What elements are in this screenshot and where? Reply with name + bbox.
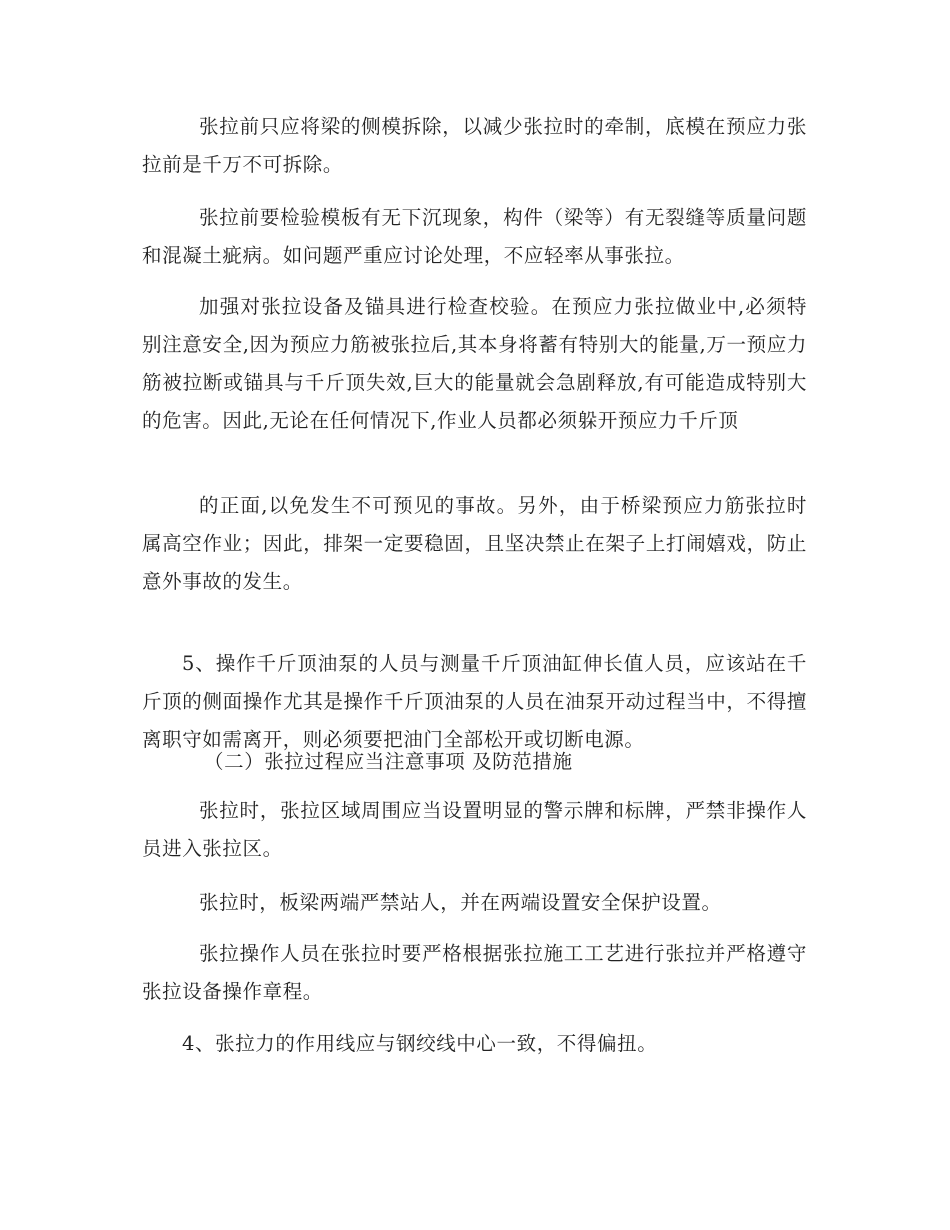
paragraph-warning-signs: 张拉时，张拉区域周围应当设置明显的警示牌和标牌，严禁非操作人员进入张拉区。 [142,799,807,860]
paragraph-item-5-pump-operation: 5、操作千斤顶油泵的人员与测量千斤顶油缸伸长值人员，应该站在千斤顶的侧面操作尤其是操作千斤顶油泵的人员在油泵开动过程当中，不得擅离职守如需离开，则必须要把油门全部松开或切断电源。 [142,652,807,751]
paragraph-high-altitude-work: 的正面,以免发生不可预见的事故。另外，由于桥梁预应力筋张拉时属高空作业；因此，排架一定要稳固，且坚决禁止在架子上打闹嬉戏，防止意外事故的发生。 [142,494,807,593]
paragraph-item-4-force-line: 4、张拉力的作用线应与钢绞线中心一致，不得偏扭。 [182,1032,658,1055]
paragraph-side-formwork: 张拉前只应将梁的侧模拆除，以减少张拉时的牵制，底模在预应力张拉前是千万不可拆除。 [142,115,807,176]
section-heading-precautions: （二）张拉过程应当注意事项 及防范措施 [204,750,573,773]
paragraph-equipment-check: 加强对张拉设备及锚具进行检查校验。在预应力张拉做业中,必须特别注意安全,因为预应力筋被张拉后,其本身将蓄有特别大的能量,万一预应力筋被拉断或锚具与千斤顶失效,巨大的能量就会急剧释放,有可能造成特别大的危害。因此,无论在任何情况下,作业人员都必须躲开预应力千斤顶 [142,295,807,432]
paragraph-formwork-inspection: 张拉前要检验模板有无下沉现象，构件（梁等）有无裂缝等质量问题和混凝土疵病。如问题严重应讨论处理，不应轻率从事张拉。 [142,206,807,267]
paragraph-beam-ends: 张拉时，板梁两端严禁站人，并在两端设置安全保护设置。 [199,891,722,914]
paragraph-operators: 张拉操作人员在张拉时要严格根据张拉施工工艺进行张拉并严格遵守张拉设备操作章程。 [142,942,807,1003]
